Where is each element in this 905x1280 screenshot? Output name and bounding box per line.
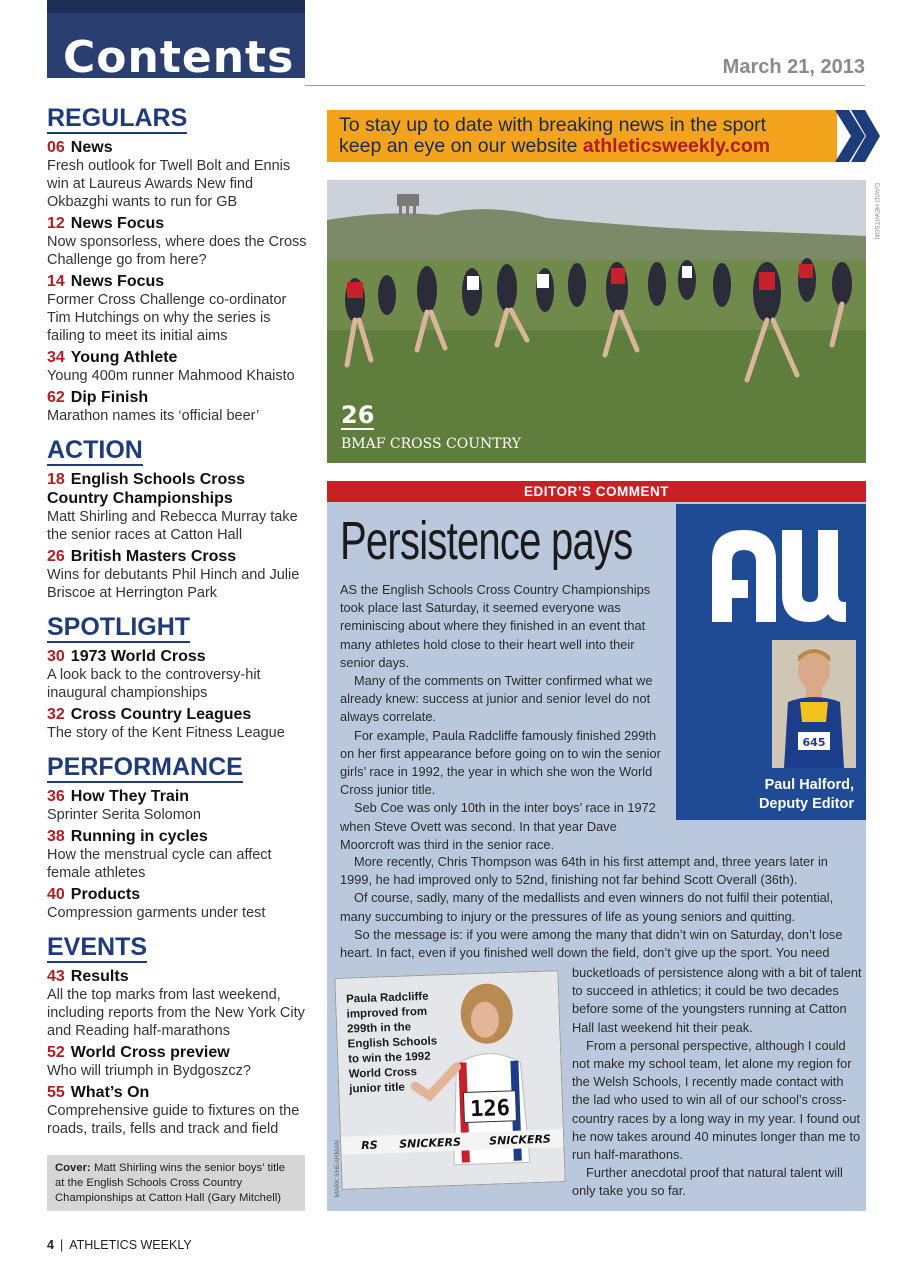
entry-title: Products [70, 886, 141, 903]
contents-entry[interactable] [47, 885, 309, 922]
contents-entry[interactable] [47, 388, 309, 425]
contents-entry[interactable] [47, 647, 309, 702]
entry-description: How the menstrual cycle can affect female athletes [47, 847, 272, 881]
contents-entry[interactable] [47, 787, 309, 824]
entry-page-number: 62 [47, 389, 65, 406]
entry-page-number: 40 [47, 886, 65, 903]
footer-separator: | [59, 1238, 64, 1252]
editor-name: Paul Halford, [764, 777, 854, 793]
entry-heading [47, 547, 309, 566]
header-bar [47, 0, 305, 83]
radcliffe-photo-inset[interactable] [334, 970, 565, 1190]
svg-text:SNICKERS: SNICKERS [488, 1132, 552, 1148]
entry-description: Comprehensive guide to fixtures on the roads, trails, fells and track and field [47, 1103, 300, 1137]
editorial-body-col3 [572, 964, 862, 1201]
entry-heading [47, 1083, 309, 1102]
editorial-body-col1 [340, 581, 670, 854]
entry-heading [47, 967, 309, 986]
entry-title: Young Athlete [70, 349, 178, 366]
editorial-title: Persistence pays [340, 511, 633, 571]
entry-heading [47, 388, 309, 407]
contents-entry[interactable] [47, 214, 309, 269]
svg-text:126: 126 [469, 1095, 511, 1123]
entry-description: Former Cross Challenge co-ordinator Tim Hutchings on why the series is failing to meet its initial aims [47, 292, 287, 344]
entry-page-number: 38 [47, 828, 65, 845]
aw-logo-box [676, 504, 866, 820]
entry-heading [47, 705, 309, 724]
entry-description: Sprinter Serita Solomon [47, 807, 201, 823]
entry-heading [47, 470, 309, 508]
entry-heading [47, 1043, 309, 1062]
svg-text:SNICKERS: SNICKERS [398, 1135, 462, 1151]
editor-role: Deputy Editor [758, 796, 854, 812]
entry-description: Fresh outlook for Twell Bolt and Ennis win at Laureus Awards New find Okbazghi wants to run for GB [47, 158, 291, 210]
banner-line-2: keep an eye on our website [339, 135, 583, 157]
page-footer [47, 1238, 192, 1252]
entry-page-number: 52 [47, 1044, 65, 1061]
entry-heading [47, 138, 309, 157]
contents-entry[interactable] [47, 705, 309, 742]
editorial-paragraph: bucketloads of persistence along with a bit of talent to succeed in athletics; it could be two decades before some of the youngsters running at Catton Hall last weekend hit their peak. [572, 965, 862, 1035]
website-banner[interactable] [327, 110, 837, 162]
entry-description: All the top marks from last weekend, including reports from the New York City and Reading half-marathons [47, 987, 305, 1039]
entry-title: 1973 World Cross [70, 648, 206, 665]
entry-description: Marathon names its ‘official beer’ [47, 408, 260, 424]
entry-heading [47, 348, 309, 367]
entry-description: The story of the Kent Fitness League [47, 725, 285, 741]
entry-title: News Focus [70, 273, 165, 290]
contents-list [47, 104, 309, 1141]
feature-page-number: 26 [341, 401, 375, 429]
entry-page-number: 30 [47, 648, 65, 665]
entry-title: Results [70, 968, 129, 985]
cover-caption-box [47, 1155, 305, 1211]
aw-logo [704, 522, 854, 622]
editorial-paragraph: Of course, sadly, many of the medallists and even winners do not fulfil their potential, many succumbing to injury or the pressures of life as young seniors and quitting. [340, 890, 834, 924]
editor-comment-label: EDITOR’S COMMENT [327, 481, 866, 502]
contents-entry[interactable] [47, 1083, 309, 1138]
contents-entry[interactable] [47, 272, 309, 345]
entry-description: Now sponsorless, where does the Cross Challenge go from here? [47, 234, 307, 268]
entry-heading [47, 214, 309, 233]
entry-description: Young 400m runner Mahmood Khaisto [47, 368, 295, 384]
entry-page-number: 06 [47, 139, 65, 156]
entry-description: Matt Shirling and Rebecca Murray take the senior races at Catton Hall [47, 509, 298, 543]
editorial-paragraph: So the message is: if you were among the many that didn’t win on Saturday, don’t lose heart. In fact, even if you finished well down the field, don’t give up the sport. You need [340, 926, 843, 961]
entry-title: News Focus [70, 215, 165, 232]
entry-title: What’s On [70, 1084, 150, 1101]
contents-entry[interactable] [47, 348, 309, 385]
photo-credit: DAVID HEWITSON [873, 183, 880, 240]
entry-page-number: 14 [47, 273, 65, 290]
contents-entry[interactable] [47, 470, 309, 544]
entry-title: British Masters Cross [70, 548, 237, 565]
feature-caption: BMAF CROSS COUNTRY [341, 436, 521, 452]
editorial-paragraph: Many of the comments on Twitter confirmed what we already knew: success at junior and senior level do not always correlate. [340, 673, 653, 725]
editorial-paragraph: Seb Coe was only 10th in the inter boys’ race in 1972 when Steve Ovett was second. In that year Dave Moorcroft was third in the senior race. [340, 800, 656, 852]
entry-title: Running in cycles [70, 828, 208, 845]
editor-photo [772, 640, 856, 768]
cover-label: Cover: [55, 1162, 91, 1174]
entry-page-number: 43 [47, 968, 65, 985]
entry-heading [47, 885, 309, 904]
entry-description: Wins for debutants Phil Hinch and Julie Briscoe at Herrington Park [47, 567, 300, 601]
page-title: Contents [63, 32, 295, 83]
entry-heading [47, 827, 309, 846]
entry-page-number: 26 [47, 548, 65, 565]
runners-illustration [327, 180, 866, 463]
entry-title: World Cross preview [70, 1044, 230, 1061]
website-link[interactable]: athleticsweekly.com [582, 135, 771, 157]
section-heading: SPOTLIGHT [47, 613, 191, 641]
editorial-paragraph: Further anecdotal proof that natural talent will only take you so far. [572, 1165, 843, 1199]
svg-text:645: 645 [802, 736, 826, 749]
entry-description: Compression garments under test [47, 905, 266, 921]
entry-page-number: 12 [47, 215, 65, 232]
entry-page-number: 34 [47, 349, 65, 366]
editorial-paragraph: AS the English Schools Cross Country Championships took place last Saturday, it seemed everyone was reminiscing about where they finished in an event that many athletes hold close to their heart well into their senior days. [340, 582, 651, 670]
entry-page-number: 36 [47, 788, 65, 805]
entry-description: Who will triumph in Bydgoszcz? [47, 1063, 251, 1079]
header-stripe [47, 0, 305, 13]
entry-title: English Schools Cross Country Championships [47, 471, 246, 507]
inset-caption: Paula Radcliffe improved from 299th in the English Schools to win the 1992 World Cross junior title [345, 990, 438, 1096]
editorial-paragraph: From a personal perspective, although I could not make my school team, let alone my region for the Welsh Schools, I recently made contact with the lad who used to win all of our school’s cross-country races by a long way in my year. I found out he now takes around 40 minutes longer than me to run half-marathons. [572, 1037, 861, 1163]
section-heading: PERFORMANCE [47, 753, 243, 781]
entry-heading [47, 787, 309, 806]
editorial-paragraph: More recently, Chris Thompson was 64th in his first attempt and, three years later in 1999, he had improved only to 52nd, finishing not far behind Scott Overall (36th). [340, 854, 828, 888]
editorial-body-wide [340, 853, 860, 962]
entry-page-number: 18 [47, 471, 65, 488]
publication-name: ATHLETICS WEEKLY [69, 1238, 192, 1252]
entry-title: Cross Country Leagues [70, 706, 252, 723]
entry-page-number: 55 [47, 1084, 65, 1101]
entry-page-number: 32 [47, 706, 65, 723]
inset-photo-credit: MARK SHEARMAN [334, 1140, 341, 1198]
banner-line-1: To stay up to date with breaking news in the sport [339, 114, 767, 136]
entry-heading [47, 272, 309, 291]
cover-text: Matt Shirling wins the senior boys’ title at the English Schools Cross Country Championships at Catton Hall (Gary Mitchell) [55, 1162, 286, 1204]
svg-text:AW: AW [779, 582, 781, 583]
contents-entry[interactable] [47, 967, 309, 1040]
header-divider [305, 85, 865, 86]
entry-heading [47, 647, 309, 666]
feature-photo[interactable] [327, 180, 866, 463]
editorial-paragraph: For example, Paula Radcliffe famously finished 299th on her first appearance before going on to win the senior girls’ race in 1992, the year in which she won the World Cross junior title. [340, 727, 661, 798]
entry-title: How They Train [70, 788, 190, 805]
entry-description: A look back to the controversy-hit inaugural championships [47, 667, 261, 701]
section-heading: EVENTS [47, 933, 148, 961]
entry-title: News [70, 139, 113, 156]
contents-entry[interactable] [47, 547, 309, 602]
contents-entry[interactable] [47, 827, 309, 882]
svg-text:RS: RS [361, 1138, 378, 1153]
editor-byline [759, 776, 854, 814]
contents-entry[interactable] [47, 1043, 309, 1080]
issue-date: March 21, 2013 [722, 56, 865, 78]
chevron-right-icon [835, 110, 880, 162]
page-number: 4 [47, 1238, 54, 1252]
contents-entry[interactable] [47, 138, 309, 211]
section-heading: ACTION [47, 436, 143, 464]
section-heading: REGULARS [47, 104, 188, 132]
entry-title: Dip Finish [70, 389, 149, 406]
